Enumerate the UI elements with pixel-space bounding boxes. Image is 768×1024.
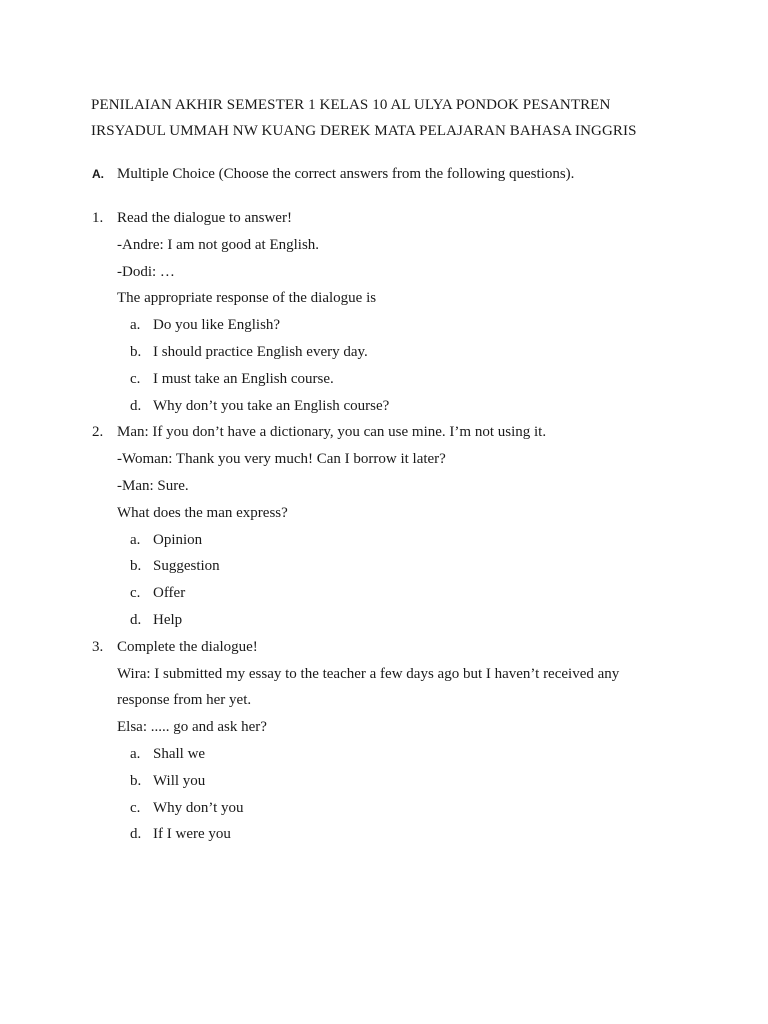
title-line-1: PENILAIAN AKHIR SEMESTER 1 KELAS 10 AL ULYA PONDOK PESANTREN [91, 97, 611, 113]
option-letter: b. [130, 772, 142, 789]
section-instruction: Multiple Choice (Choose the correct answers from the following questions). [117, 166, 575, 182]
section-letter: A. [92, 167, 104, 181]
question-line: The appropriate response of the dialogue is [117, 290, 377, 307]
option-letter: d. [130, 826, 142, 843]
option-letter: c. [130, 370, 141, 387]
option-letter: a. [130, 531, 141, 548]
option-c [92, 580, 692, 607]
option-letter: a. [130, 745, 141, 762]
option-a [92, 312, 692, 339]
option-text: Why don’t you [153, 799, 244, 816]
question-line: Read the dialogue to answer! [117, 210, 292, 226]
option-c [92, 366, 692, 393]
option-text: Why don’t you take an English course? [153, 397, 390, 414]
question-3 [92, 634, 692, 848]
question-number: 1. [92, 210, 104, 226]
option-text: Will you [153, 772, 206, 789]
option-c [92, 795, 692, 822]
option-letter: c. [130, 799, 141, 816]
question-2 [92, 419, 692, 633]
option-letter: a. [130, 317, 141, 334]
section-heading [92, 164, 574, 184]
option-d [92, 607, 692, 634]
question-line: Man: If you don’t have a dictionary, you can use mine. I’m not using it. [117, 424, 547, 441]
question-line: Elsa: ..... go and ask her? [117, 719, 267, 736]
question-list [92, 205, 692, 848]
option-text: Do you like English? [153, 317, 281, 334]
question-line: -Woman: Thank you very much! Can I borrow it later? [117, 451, 446, 468]
question-number: 3. [92, 638, 104, 655]
option-text: Suggestion [153, 558, 220, 575]
question-line: -Dodi: … [117, 263, 175, 280]
title-line-2: IRSYADUL UMMAH NW KUANG DEREK MATA PELAJARAN BAHASA INGGRIS [91, 123, 637, 139]
question-line: -Man: Sure. [117, 477, 189, 494]
option-text: I must take an English course. [153, 370, 334, 387]
option-b [92, 768, 692, 795]
option-b [92, 553, 692, 580]
option-a [92, 741, 692, 768]
question-line: Wira: I submitted my essay to the teacher a few days ago but I haven’t received any [117, 665, 620, 682]
question-line: Complete the dialogue! [117, 638, 258, 655]
option-letter: b. [130, 343, 142, 360]
option-b [92, 339, 692, 366]
question-line: What does the man express? [117, 504, 288, 521]
question-line: -Andre: I am not good at English. [117, 236, 320, 253]
question-1 [92, 205, 692, 419]
option-letter: d. [130, 611, 142, 628]
document-title [91, 92, 711, 144]
option-letter: d. [130, 397, 142, 414]
option-text: Opinion [153, 531, 203, 548]
option-a [92, 527, 692, 554]
option-text: Help [153, 611, 183, 628]
option-text: I should practice English every day. [153, 343, 368, 360]
option-text: Offer [153, 585, 186, 602]
question-line: response from her yet. [117, 692, 252, 709]
option-d [92, 821, 692, 848]
question-number: 2. [92, 424, 104, 441]
option-text: Shall we [153, 745, 206, 762]
option-letter: b. [130, 558, 142, 575]
option-text: If I were you [153, 826, 231, 843]
option-d [92, 393, 692, 420]
option-letter: c. [130, 585, 141, 602]
